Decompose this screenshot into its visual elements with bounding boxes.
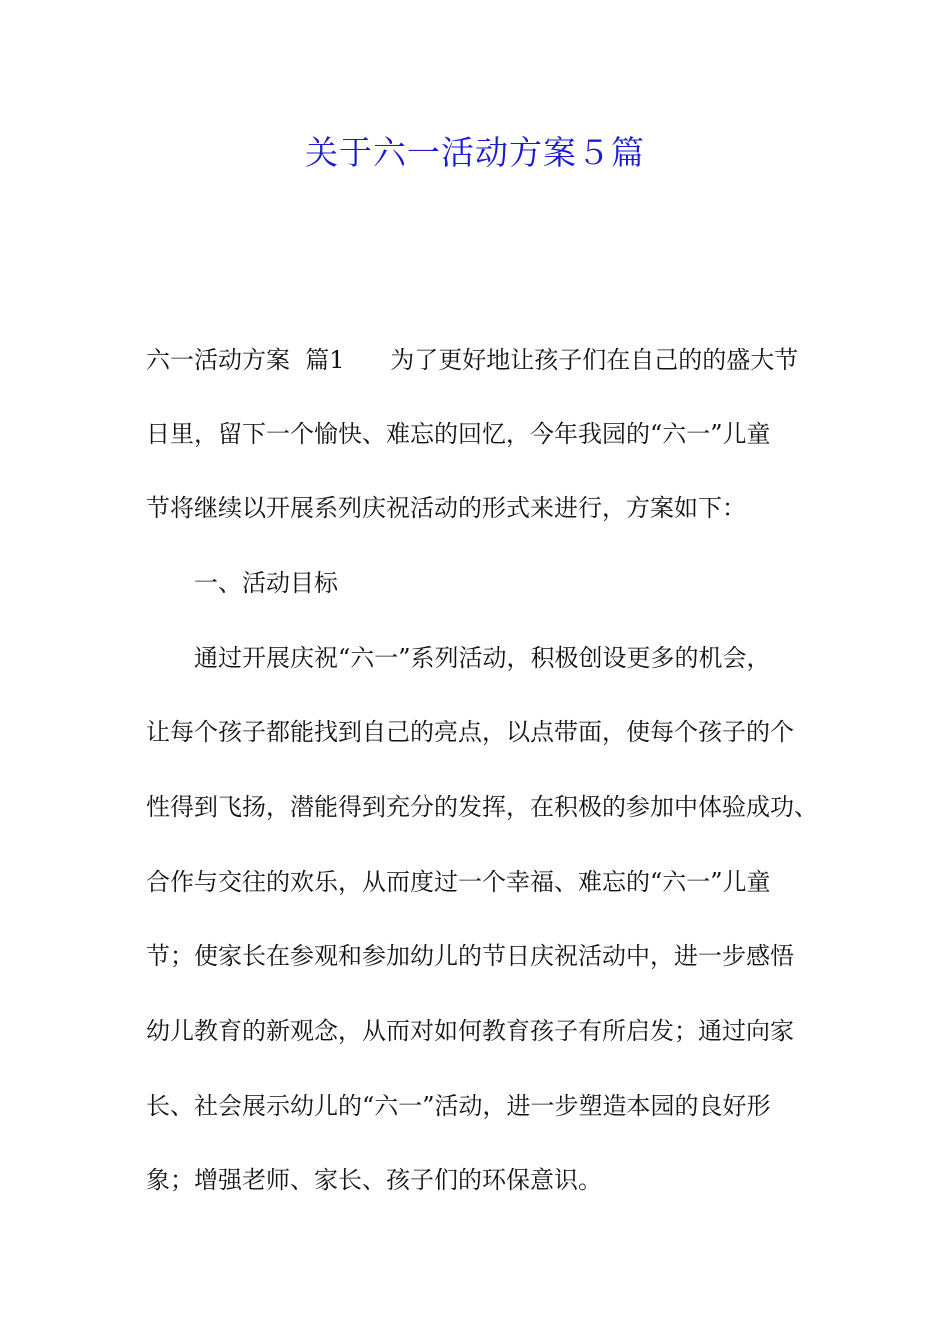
body-line-2: 日里，留下一个愉快、难忘的回忆，今年我园的“六一”儿童 [146, 420, 771, 448]
body-line-6: 让每个孩子都能找到自己的亮点，以点带面，使每个孩子的个 [146, 718, 794, 746]
body-line-9: 节；使家长在参观和参加幼儿的节日庆祝活动中，进一步感悟 [146, 942, 794, 970]
body-line-3: 节将继续以开展系列庆祝活动的形式来进行，方案如下： [146, 494, 746, 522]
body-line-5: 通过开展庆祝“六一”系列活动，积极创设更多的机会， [146, 644, 771, 672]
section-heading-goals: 一、活动目标 [146, 569, 338, 597]
document-title: 关于六一活动方案５篇 [305, 133, 645, 172]
body-line-1: 六一活动方案 篇1 为了更好地让孩子们在自己的的盛大节 [146, 346, 799, 374]
body-line-12: 象；增强老师、家长、孩子们的环保意识。 [146, 1166, 602, 1194]
body-line-8: 合作与交往的欢乐，从而度过一个幸福、难忘的“六一”儿童 [146, 868, 771, 896]
body-line-7: 性得到飞扬，潜能得到充分的发挥，在积极的参加中体验成功、 [146, 793, 818, 821]
body-line-11: 长、社会展示幼儿的“六一”活动，进一步塑造本园的良好形 [146, 1092, 771, 1120]
body-line-10: 幼儿教育的新观念，从而对如何教育孩子有所启发；通过向家 [146, 1017, 794, 1045]
